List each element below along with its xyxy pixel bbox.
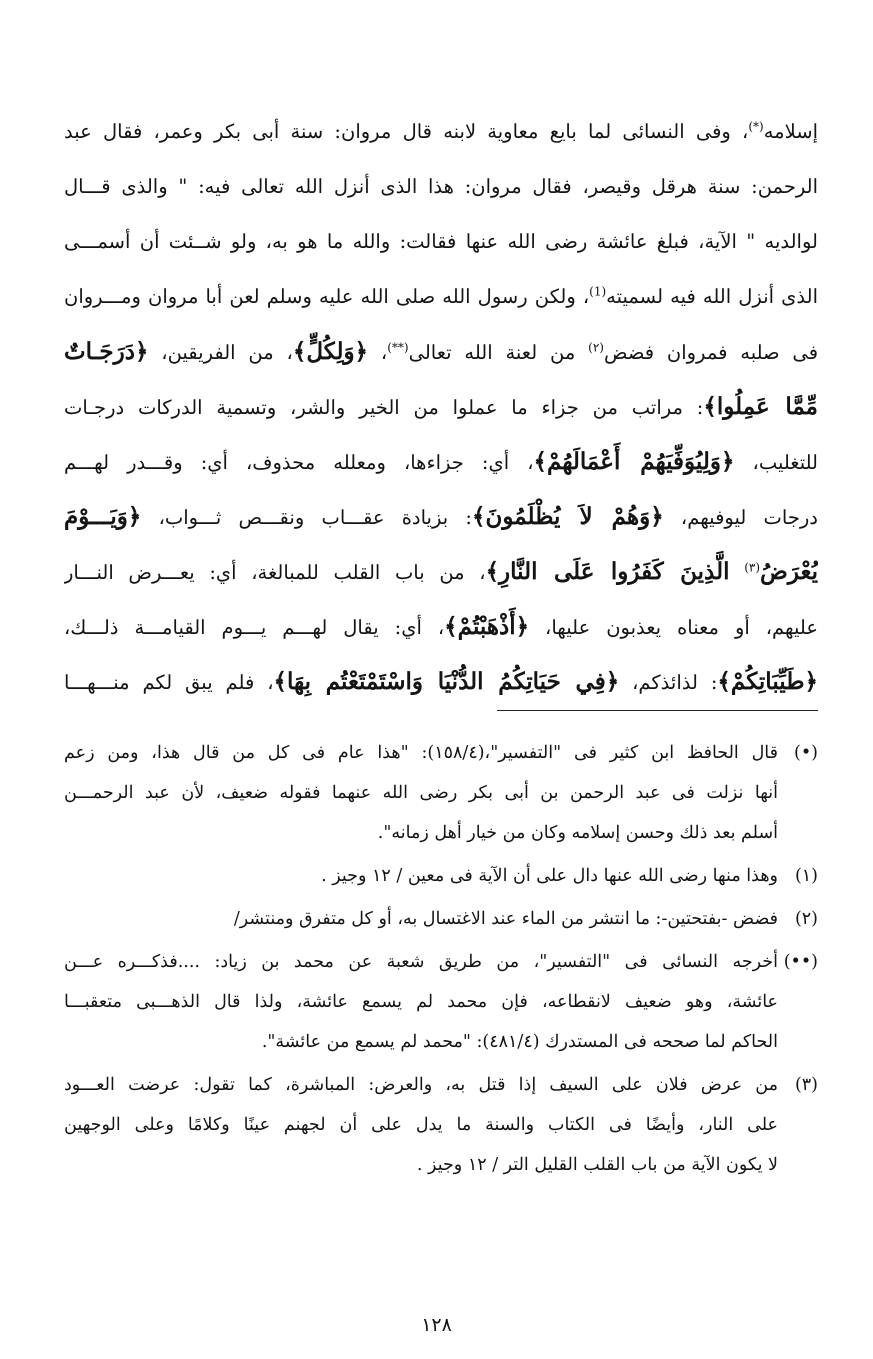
footnote — [64, 899, 818, 939]
quran-quote: ﴿طَيِّبَاتِكُمْ﴾ — [717, 668, 818, 695]
text-line — [64, 489, 818, 544]
quran-quote: ﴿أَذْهَبْتُمْ﴾ — [444, 613, 530, 640]
text-segment — [730, 561, 745, 584]
footnote-body — [64, 942, 778, 1062]
text-segment: عليهم، أو معناه يعذبون عليها، — [529, 616, 818, 639]
footnote-body — [64, 856, 778, 896]
footnote — [64, 1065, 818, 1185]
text-line — [64, 104, 818, 159]
text-line — [64, 599, 818, 654]
text-segment: الرحمن: سنة هرقل وقيصر، فقال مروان: هذا الذى أنزل الله تعالى فيه: " والذى قـــال — [64, 175, 818, 198]
text-segment: ، من باب القلب للمبالغة، أي: يعـــرض النـــار — [64, 561, 486, 584]
footnote-mark: (١) — [794, 866, 818, 886]
footnote-body — [64, 733, 778, 853]
text-segment: ، — [368, 341, 388, 364]
text-line — [64, 544, 818, 599]
quran-quote: ﴿فِي حَيَاتِكُمُ الدُّنْيَا وَاسْتَمْتَعْتُم بِهَا﴾ — [273, 668, 620, 695]
text-segment: من لعنة الله تعالى — [408, 341, 589, 364]
footnote-mark: (••) — [783, 952, 818, 972]
text-line — [64, 214, 818, 269]
quran-quote: مِّمَّا عَمِلُوا﴾ — [703, 393, 818, 420]
text-segment: ، أي: جزاءها، ومعلله محذوف، أي: وقـــدر لهـــم — [64, 451, 534, 474]
text-segment: : مراتب من جزاء ما عملوا من الخير والشر، وتسمية الدركات درجـات — [64, 396, 704, 419]
footnote-line: فضض -بفتحتين-: ما انتشر من الماء عند الاغتسال به، أو كل متفرق ومنتشر/ — [233, 909, 778, 929]
footnote-ref: (**) — [387, 340, 409, 355]
quran-quote: ﴿وَلِيُوَفِّيَهُمْ أَعْمَالَهُمْ﴾ — [533, 448, 735, 475]
footnote-body — [64, 899, 778, 939]
footnote-line: من عرض فلان على السيف إذا قتل به، والعرض: المباشرة، كما تقول: عرضت العـــود — [64, 1075, 778, 1095]
text-segment: ، فلم يبق لكم منـــهـــا — [64, 671, 274, 694]
text-line — [64, 654, 818, 709]
footnote-mark: (٣) — [794, 1075, 818, 1095]
footnotes — [64, 733, 818, 1185]
text-segment: : لذائذكم، — [619, 671, 718, 694]
footnote-body — [64, 1065, 778, 1185]
footnote-line: وهذا منها رضى الله عنها دال على أن الآية فى معين / ١٢ وجيز . — [321, 866, 778, 886]
text-line — [64, 269, 818, 324]
text-segment: ، أي: يقال لهـــم يـــوم القيامـــة ذلـــك، — [64, 616, 445, 639]
text-segment: : بزيادة عقـــاب ونقـــص ثـــواب، — [141, 506, 472, 529]
quran-quote: يُعْرَضُ — [760, 558, 818, 585]
footnote — [64, 856, 818, 896]
footnote — [64, 942, 818, 1062]
page-number: ١٢٨ — [421, 1314, 452, 1336]
text-segment: ، ولكن رسول الله صلى الله عليه وسلم لعن أبا مروان ومـــروان — [64, 285, 590, 308]
text-segment: فى صلبه فمروان فضض — [603, 341, 818, 364]
text-segment: إسلامه — [763, 120, 818, 143]
footnote-line: على النار، وأيضًا فى الكتاب والسنة ما يدل على أن لجهنم عينًا وكلامًا وعلى الوجهين — [64, 1115, 778, 1135]
text-line — [64, 324, 818, 379]
footnote-mark: (•) — [794, 743, 818, 763]
text-segment: درجات ليوفيهم، — [663, 506, 818, 529]
footnote-separator — [497, 710, 818, 711]
text-segment: للتغليب، — [734, 451, 818, 474]
footnote-ref: (٣) — [744, 560, 761, 575]
text-segment: ، وفى النسائى لما بايع معاوية لابنه قال مروان: سنة أبى بكر وعمر، فقال عبد — [64, 120, 749, 143]
footnote-ref: (*) — [748, 119, 764, 134]
quran-quote: الَّذِينَ كَفَرُوا عَلَى النَّارِ﴾ — [485, 558, 730, 585]
footnote — [64, 733, 818, 853]
footnote-line: لا يكون الآية من باب القلب القليل التر / ١٢ وجيز . — [416, 1155, 778, 1175]
main-text — [64, 104, 818, 709]
footnote-line: عائشة، وهو ضعيف لانقطاعه، فإن محمد لم يسمع عائشة، ولذا قال الذهـــبى متعقبـــا — [64, 992, 778, 1012]
footnote-line: الحاكم لما صححه فى المستدرك (٤٨١/٤): "محمد لم يسمع من عائشة". — [261, 1032, 778, 1052]
text-segment: لوالديه " الآية، فبلغ عائشة رضى الله عنها فقالت: والله ما هو به، ولو شــئت أن أسمـــى — [64, 230, 818, 253]
quran-quote: ﴿وَهُمْ لاَ يُظْلَمُونَ﴾ — [471, 503, 664, 530]
footnote-line: أخرجه النسائى فى "التفسير"، من طريق شعبة عن محمد بن زياد: ....فذكـــره عـــن — [64, 952, 778, 972]
footnote-line: أنها نزلت فى عبد الرحمن بن أبى بكر رضى الله عنهما فقوله ضعيف، لأن عبد الرحمـــن — [64, 783, 778, 803]
footnote-ref: (1) — [589, 284, 607, 299]
footnote-line: قال الحافظ ابن كثير فى "التفسير"،(١٥٨/٤): "هذا عام فى كل من قال هذا، ومن زعم — [64, 743, 778, 763]
text-line — [64, 159, 818, 214]
footnote-ref: (٢) — [588, 340, 604, 355]
quran-quote: ﴿دَرَجَـاتٌ — [64, 338, 149, 365]
footnote-line: أسلم بعد ذلك وحسن إسلامه وكان من خيار أهل زمانه". — [377, 823, 778, 843]
text-segment: الذى أنزل الله فيه لسميته — [606, 285, 818, 308]
text-segment: ، من الفريقين، — [148, 341, 293, 364]
footnote-mark: (٢) — [794, 909, 818, 929]
text-line — [64, 434, 818, 489]
quran-quote: ﴿وَلِكُلٍّ﴾ — [292, 338, 369, 365]
quran-quote: ﴿وَيَـــوْمَ — [64, 503, 142, 530]
text-line — [64, 379, 818, 434]
